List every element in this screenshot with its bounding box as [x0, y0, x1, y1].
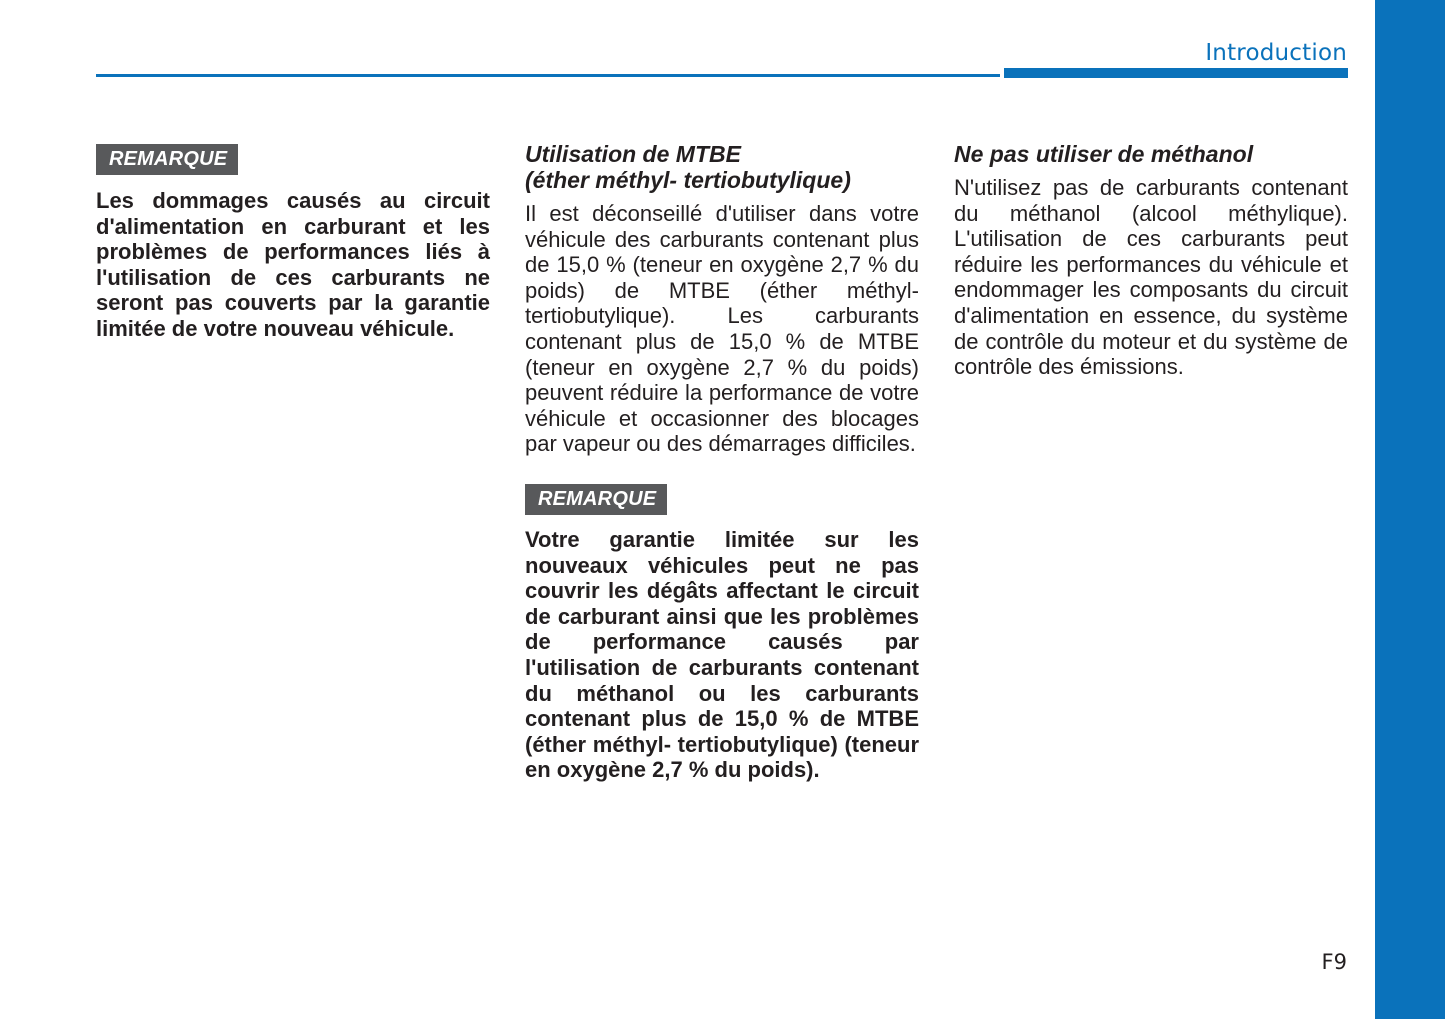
column-1	[96, 144, 490, 342]
remarque-badge	[96, 144, 490, 175]
remarque-note-text: Votre garantie limitée sur les nouveaux véhicules peut ne pas couvrir les dégâts affectant le circuit de carburant ainsi que les problèmes de performance causés par l'utilisation de carburants contenant du méthanol ou les carburants contenant plus de 15,0 % de MTBE (éther méthyl- tertiobutylique) (teneur en oxygène 2,7 % du poids).	[525, 526, 919, 783]
chapter-side-tab	[1375, 0, 1445, 1019]
methanol-body-text: N'utilisez pas de carburants contenant du méthanol (alcool méthylique). L'utilisation de ces carburants peut réduire les performances du véhicule et endommager les composants du circuit d'alimentation en essence, du système de contrôle du moteur et du système de contrôle des émissions.	[954, 175, 1348, 380]
mtbe-heading	[525, 141, 919, 193]
remarque-note-text: Les dommages causés au circuit d'alimentation en carburant et les problèmes de performances liés à l'utilisation de ces carburants ne seront pas couverts par la garantie limitée de votre nouveau véhicule.	[96, 188, 490, 341]
column-3	[954, 141, 1348, 380]
page-number: F9	[1321, 950, 1347, 974]
mtbe-heading-line2: (éther méthyl- tertiobutylique)	[525, 167, 851, 193]
remarque-badge	[525, 484, 919, 515]
remarque-badge-label: REMARQUE	[96, 144, 238, 175]
header-rule-thick	[1004, 68, 1348, 78]
header-rule-thin	[96, 74, 1000, 77]
methanol-heading: Ne pas utiliser de méthanol	[954, 141, 1254, 167]
column-2	[525, 141, 919, 783]
mtbe-heading-line1: Utilisation de MTBE	[525, 141, 741, 167]
section-title: Introduction	[1205, 40, 1347, 66]
remarque-badge-label: REMARQUE	[525, 484, 667, 515]
mtbe-body-text: Il est déconseillé d'utiliser dans votre véhicule des carburants contenant plus de 15,0 % (teneur en oxygène 2,7 % du poids) de MTBE (éther méthyl- tertiobutylique). Les carburants contenant plus de 15,0 % de MTBE (teneur en oxygène 2,7 % du poids) peuvent réduire la performance de votre véhicule et occasionner des blocages par vapeur ou des démarrages difficiles.	[525, 201, 919, 457]
